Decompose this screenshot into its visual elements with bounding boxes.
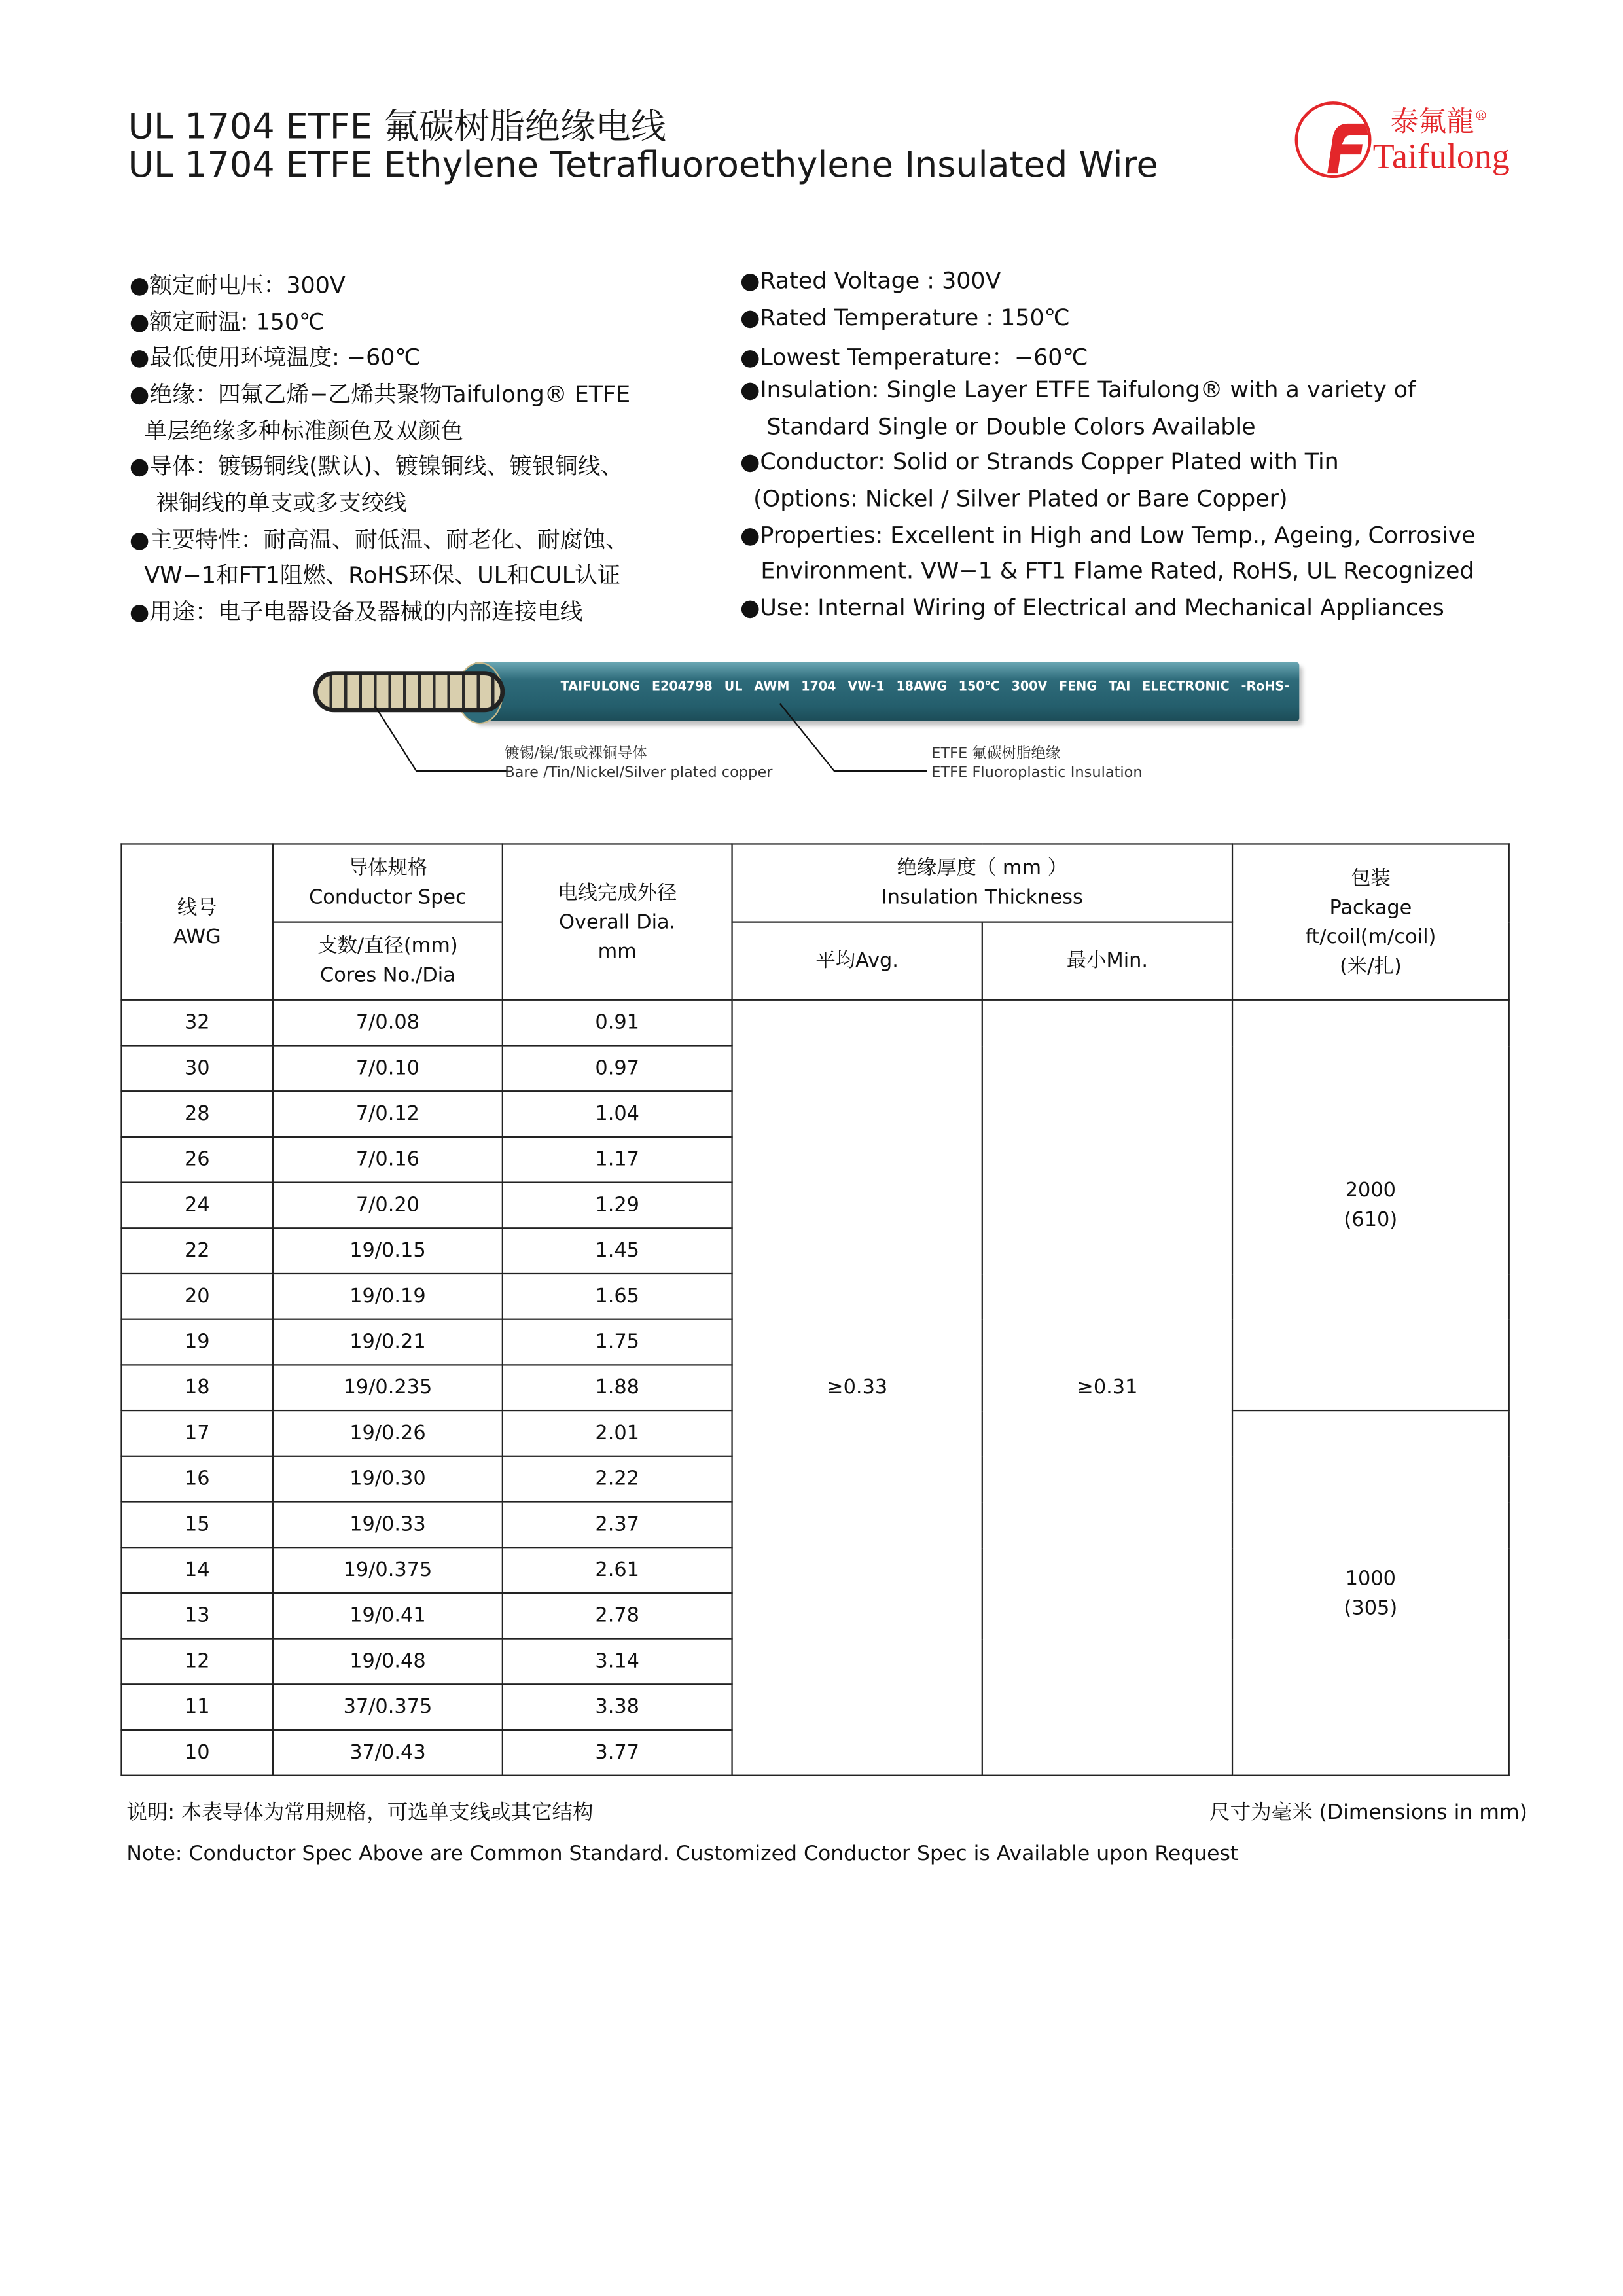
cell-awg: 11: [121, 1684, 273, 1730]
spec-cn-line: ●主要特性：耐高温、耐低温、耐老化、耐腐蚀、: [129, 526, 629, 554]
cell-awg: 15: [121, 1501, 273, 1547]
cell-overall-dia: 1.29: [503, 1183, 732, 1229]
cell-cores: 19/0.41: [273, 1593, 503, 1639]
spec-en-line: ●Rated Voltage : 300V: [740, 268, 1001, 295]
cell-overall-dia: 2.37: [503, 1501, 732, 1547]
header-conductor: [273, 844, 503, 922]
spec-cn-line: ●最低使用环境温度: −60℃: [129, 344, 421, 371]
cell-cores: 37/0.43: [273, 1730, 503, 1776]
cell-avg-thickness: [732, 1000, 982, 1776]
cell-awg: 14: [121, 1547, 273, 1593]
cell-awg: 24: [121, 1183, 273, 1229]
cell-cores: 37/0.375: [273, 1684, 503, 1730]
cell-awg: 16: [121, 1456, 273, 1502]
cell-awg: 26: [121, 1137, 273, 1183]
header-pkg-cn: 包装: [1351, 866, 1391, 890]
cell-awg: 22: [121, 1228, 273, 1274]
header-awg: [121, 844, 273, 999]
cell-cores: 7/0.20: [273, 1183, 503, 1229]
cell-awg: 17: [121, 1410, 273, 1456]
cell-cores: 7/0.10: [273, 1045, 503, 1091]
spec-cn-line: ●额定耐电压：300V: [129, 272, 346, 299]
pkg1-ft: 2000: [1345, 1178, 1396, 1202]
cell-overall-dia: 1.04: [503, 1091, 732, 1137]
header-pkg-en: Package: [1329, 895, 1412, 920]
spec-cn-line: ●用途：电子电器设备及器械的内部连接电线: [129, 599, 583, 626]
cell-awg: 30: [121, 1045, 273, 1091]
logo-cn-text: 泰氟龍: [1390, 105, 1474, 139]
spec-en-line: Environment. VW−1 & FT1 Flame Rated, RoHS, UL Recognized: [760, 558, 1474, 584]
cell-package-2: [1232, 1410, 1509, 1776]
cell-awg: 10: [121, 1730, 273, 1776]
insulation-label-cn: ETFE 氟碳树脂绝缘: [931, 745, 1061, 762]
conductor-label: [505, 745, 772, 783]
spec-cn-line: 单层绝缘多种标准颜色及双颜色: [144, 418, 464, 445]
header-insulation: [732, 844, 1232, 922]
leader-lines: [302, 647, 1317, 795]
spec-en-line: ●Conductor: Solid or Strands Copper Plated with Tin: [740, 448, 1339, 476]
cell-overall-dia: 1.75: [503, 1319, 732, 1365]
cell-package-1: [1232, 1000, 1509, 1410]
spec-table: [120, 843, 1509, 1776]
cell-cores: 19/0.30: [273, 1456, 503, 1502]
cell-cores: 19/0.26: [273, 1410, 503, 1456]
cell-min-thickness: [982, 1000, 1232, 1776]
insulation-label: [931, 745, 1142, 783]
cell-cores: 7/0.08: [273, 1000, 503, 1046]
header-ins-cn: 绝缘厚度（ mm ）: [897, 856, 1068, 880]
cell-overall-dia: 2.78: [503, 1593, 732, 1639]
spec-en-line: (Options: Nickel / Silver Plated or Bare Copper): [753, 485, 1288, 512]
cell-cores: 19/0.375: [273, 1547, 503, 1593]
cell-overall-dia: 1.17: [503, 1137, 732, 1183]
cell-overall-dia: 2.01: [503, 1410, 732, 1456]
header-package: [1232, 844, 1509, 999]
header-ins-en: Insulation Thickness: [881, 886, 1083, 910]
registered-mark: ®: [1474, 109, 1488, 125]
spec-en-line: ●Lowest Temperature：−60℃: [740, 344, 1088, 371]
cell-awg: 19: [121, 1319, 273, 1365]
cell-overall-dia: 2.22: [503, 1456, 732, 1502]
spec-cn-line: ●导体：镀锡铜线(默认)、镀镍铜线、镀银铜线、: [129, 453, 624, 480]
cell-awg: 20: [121, 1274, 273, 1319]
header-conductor-en: Conductor Spec: [309, 886, 467, 910]
cell-overall-dia: 3.77: [503, 1730, 732, 1776]
cell-overall-dia: 0.97: [503, 1045, 732, 1091]
header-cores-cn: 支数/直径(mm): [317, 934, 458, 958]
header-conductor-cn: 导体规格: [348, 856, 428, 880]
cell-awg: 28: [121, 1091, 273, 1137]
cell-overall-dia: 3.14: [503, 1639, 732, 1685]
header-cores-en: Cores No./Dia: [320, 963, 455, 988]
cell-awg: 12: [121, 1639, 273, 1685]
spec-en-line: ●Properties: Excellent in High and Low Temp., Ageing, Corrosive: [740, 522, 1476, 549]
spec-cn-line: VW−1和FT1阻燃、RoHS环保、UL和CUL认证: [144, 562, 620, 589]
cell-overall-dia: 1.45: [503, 1228, 732, 1274]
header-overall-dia: [503, 844, 732, 999]
pkg2-m: (305): [1344, 1596, 1398, 1620]
wire-print-text: TAIFULONG E204798 UL AWM 1704 VW-1 18AWG 150℃ 300V FENG TAI ELECTRONIC -RoHS-: [560, 679, 1290, 695]
cell-awg: 18: [121, 1365, 273, 1410]
cell-cores: 19/0.48: [273, 1639, 503, 1685]
cell-cores: 19/0.19: [273, 1274, 503, 1319]
spec-cn-line: 裸铜线的单支或多支绞线: [156, 490, 407, 517]
cell-overall-dia: 1.65: [503, 1274, 732, 1319]
spec-en-line: Standard Single or Double Colors Available: [766, 413, 1256, 440]
header-avg: 平均Avg.: [732, 922, 982, 1000]
logo-en-text: Taifulong: [1372, 138, 1510, 177]
header-dia-unit: mm: [597, 939, 637, 963]
conductor-label-cn: 镀锡/镍/银或裸铜导体: [505, 745, 647, 762]
cell-cores: 7/0.12: [273, 1091, 503, 1137]
table-row: [121, 1000, 1508, 1046]
spec-cn-line: ●额定耐温: 150℃: [129, 309, 325, 336]
cell-cores: 7/0.16: [273, 1137, 503, 1183]
cell-awg: 32: [121, 1000, 273, 1046]
header-cores: [273, 922, 503, 1000]
cell-overall-dia: 0.91: [503, 1000, 732, 1046]
header-dia-cn: 电线完成外径: [558, 880, 677, 905]
title-en: UL 1704 ETFE Ethylene Tetrafluoroethylene Insulated Wire: [128, 144, 1158, 186]
spec-en-line: ●Use: Internal Wiring of Electrical and Mechanical Appliances: [740, 594, 1444, 621]
cell-cores: 19/0.15: [273, 1228, 503, 1274]
spec-en-line: ●Insulation: Single Layer ETFE Taifulong® with a variety of: [740, 376, 1416, 404]
header-dia-en: Overall Dia.: [559, 910, 676, 934]
title-cn: UL 1704 ETFE 氟碳树脂绝缘电线: [128, 105, 666, 147]
cell-cores: 19/0.235: [273, 1365, 503, 1410]
cell-overall-dia: 1.88: [503, 1365, 732, 1410]
insulation-label-en: ETFE Fluoroplastic Insulation: [931, 765, 1143, 781]
header-min: 最小Min.: [982, 922, 1232, 1000]
header-awg-cn: 线号: [177, 895, 217, 920]
cell-overall-dia: 3.38: [503, 1684, 732, 1730]
note-cn: 说明: 本表导体为常用规格，可选单支线或其它结构: [126, 1801, 594, 1825]
header-pkg-unit-cn: (米/扎): [1340, 954, 1402, 978]
cell-awg: 13: [121, 1593, 273, 1639]
header-pkg-unit: ft/coil(m/coil): [1305, 925, 1436, 949]
cell-cores: 19/0.33: [273, 1501, 503, 1547]
taifulong-logo: [1292, 97, 1512, 185]
spec-cn-line: ●绝缘：四氟乙烯−乙烯共聚物Taifulong® ETFE: [129, 381, 631, 408]
min-value: ≥0.31: [1077, 1376, 1138, 1400]
avg-value: ≥0.33: [827, 1376, 888, 1400]
logo-f-icon: [1295, 101, 1372, 178]
note-en: Note: Conductor Spec Above are Common Standard. Customized Conductor Spec is Available upon Request: [126, 1842, 1239, 1866]
pkg2-ft: 1000: [1345, 1566, 1396, 1590]
note-units: 尺寸为毫米 (Dimensions in mm): [1209, 1801, 1527, 1825]
cell-cores: 19/0.21: [273, 1319, 503, 1365]
wire-illustration: [302, 647, 1317, 795]
header-awg-en: AWG: [173, 925, 221, 949]
conductor-label-en: Bare /Tin/Nickel/Silver plated copper: [505, 765, 773, 781]
pkg1-m: (610): [1344, 1208, 1398, 1232]
spec-en-line: ●Rated Temperature : 150℃: [740, 304, 1070, 331]
cell-overall-dia: 2.61: [503, 1547, 732, 1593]
